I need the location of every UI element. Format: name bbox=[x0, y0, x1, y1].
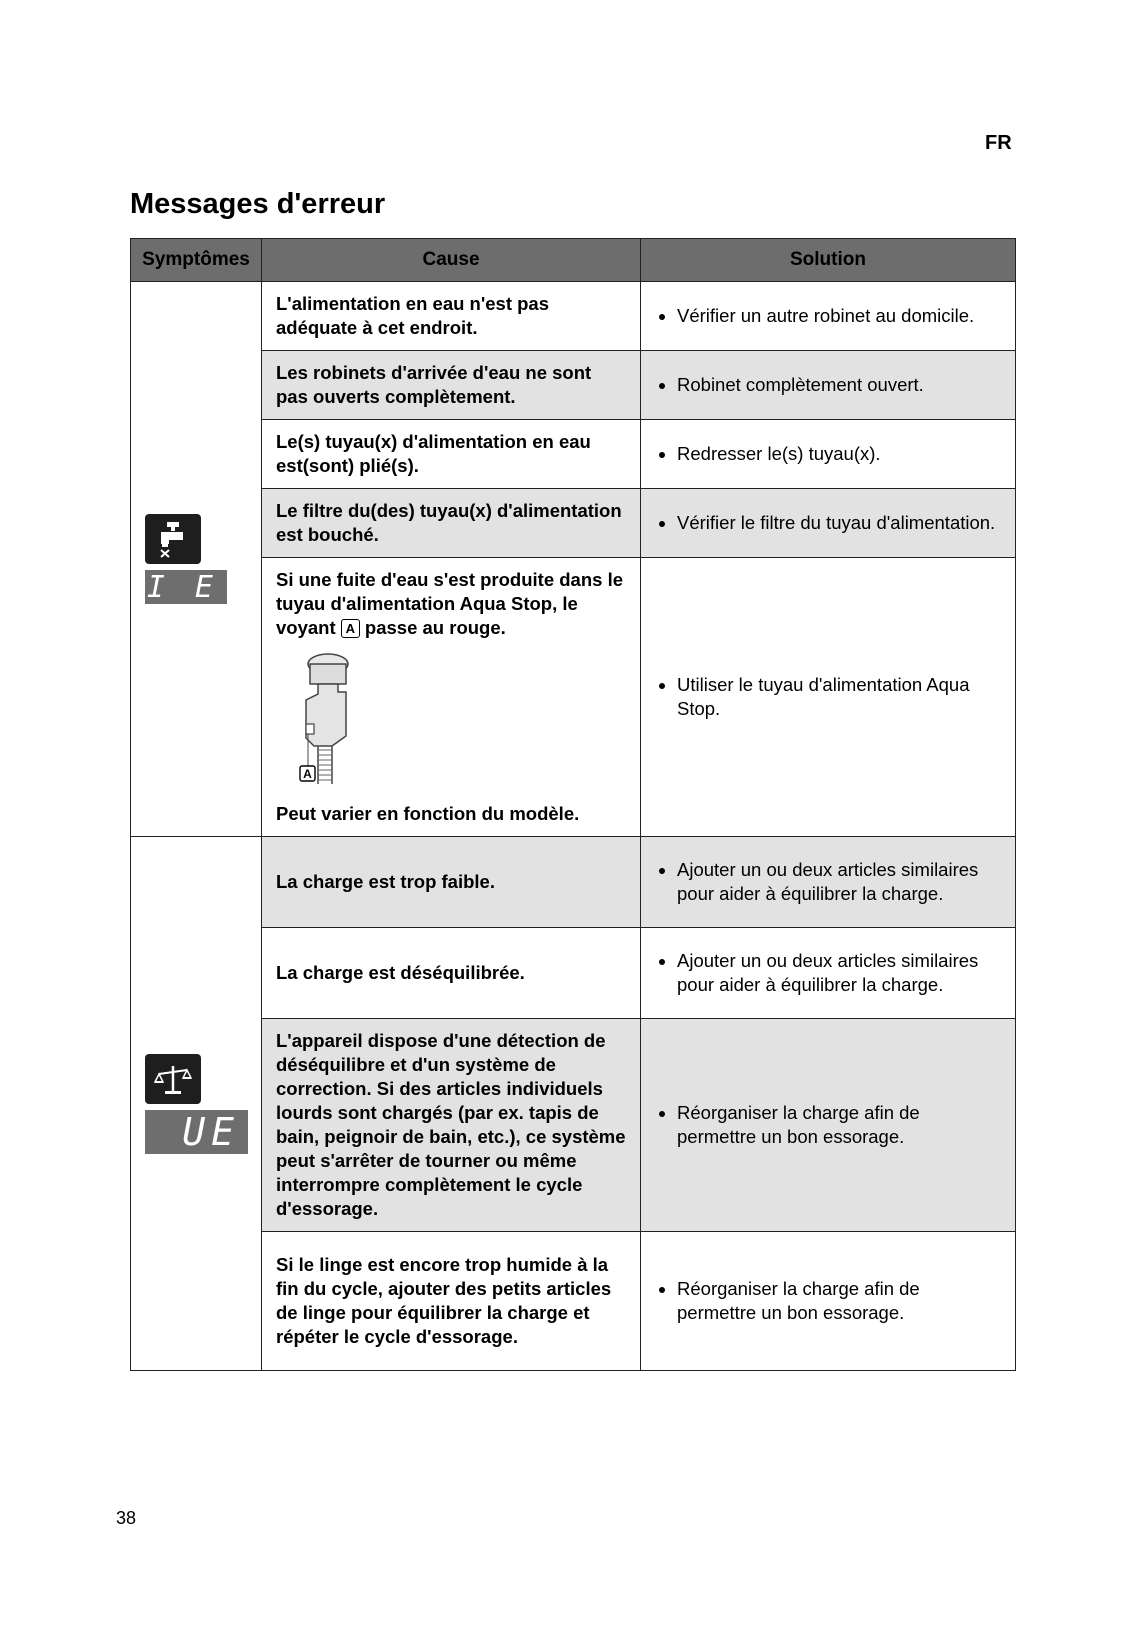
cause-cell: L'appareil dispose d'une détection de déséquilibre et d'un système de correction. Si des articles individuels lourds sont chargés (par ex. tapis de bain, peignoir de bain, etc.), ce système peut s'arrêter de tourner ou même interrompre complètement le cycle d'essorage. bbox=[262, 1019, 641, 1232]
model-variation-note: Peut varier en fonction du modèle. bbox=[276, 803, 580, 824]
water-tap-icon bbox=[145, 514, 201, 564]
solution-cell bbox=[641, 282, 1016, 351]
error-code-display: UE bbox=[145, 1110, 248, 1154]
solution-item: • Redresser le(s) tuyau(x). bbox=[677, 442, 1001, 466]
solution-cell bbox=[641, 558, 1016, 837]
marker-a: A bbox=[341, 619, 360, 638]
solution-cell bbox=[641, 351, 1016, 420]
table-header-row bbox=[131, 239, 1016, 282]
table-row bbox=[131, 351, 1016, 420]
solution-item: • Utiliser le tuyau d'alimentation Aqua Stop. bbox=[677, 673, 1001, 721]
aqua-cause-text-end: passe au rouge. bbox=[364, 617, 506, 638]
header-symptoms: Symptômes bbox=[131, 239, 262, 282]
solution-item: • Vérifier un autre robinet au domicile. bbox=[677, 304, 1001, 328]
cause-cell: L'alimentation en eau n'est pas adéquate à cet endroit. bbox=[262, 282, 641, 351]
header-cause: Cause bbox=[262, 239, 641, 282]
aqua-cause-text: Si une fuite d'eau s'est produite dans le tuyau d'alimentation Aqua Stop, le voyant bbox=[276, 569, 624, 638]
aqua-stop-hose-illustration bbox=[288, 650, 626, 796]
cause-cell: Le(s) tuyau(x) d'alimentation en eau est(sont) plié(s). bbox=[262, 420, 641, 489]
header-solution: Solution bbox=[641, 239, 1016, 282]
language-code: FR bbox=[985, 132, 1012, 154]
cause-cell: La charge est trop faible. bbox=[262, 837, 641, 928]
cause-cell: Le filtre du(des) tuyau(x) d'alimentation est bouché. bbox=[262, 489, 641, 558]
table-row bbox=[131, 1019, 1016, 1232]
cause-cell: Si le linge est encore trop humide à la fin du cycle, ajouter des petits articles de linge pour équilibrer la charge et répéter le cycle d'essorage. bbox=[262, 1232, 641, 1371]
table-row bbox=[131, 558, 1016, 837]
table-row bbox=[131, 420, 1016, 489]
solution-cell bbox=[641, 837, 1016, 928]
table-row bbox=[131, 1232, 1016, 1371]
error-messages-table bbox=[130, 238, 1016, 1371]
solution-cell bbox=[641, 489, 1016, 558]
error-code-display: I E bbox=[145, 570, 227, 604]
solution-cell bbox=[641, 1232, 1016, 1371]
solution-item: • Vérifier le filtre du tuyau d'alimentation. bbox=[677, 511, 1001, 535]
table-row bbox=[131, 837, 1016, 928]
symptom-cell-water bbox=[131, 282, 262, 837]
figure-label-a: A bbox=[303, 767, 312, 781]
solution-item: • Ajouter un ou deux articles similaires pour aider à équilibrer la charge. bbox=[677, 949, 1001, 997]
solution-cell bbox=[641, 420, 1016, 489]
solution-cell bbox=[641, 928, 1016, 1019]
cause-cell: Les robinets d'arrivée d'eau ne sont pas ouverts complètement. bbox=[262, 351, 641, 420]
solution-cell bbox=[641, 1019, 1016, 1232]
page-title: Messages d'erreur bbox=[130, 188, 386, 220]
table-row bbox=[131, 928, 1016, 1019]
table-row bbox=[131, 489, 1016, 558]
page-number: 38 bbox=[116, 1508, 137, 1528]
table-row bbox=[131, 282, 1016, 351]
cause-cell-aqua-stop bbox=[262, 558, 641, 837]
balance-scale-icon bbox=[145, 1054, 201, 1104]
symptom-cell-unbalance bbox=[131, 837, 262, 1371]
solution-item: • Ajouter un ou deux articles similaires pour aider à équilibrer la charge. bbox=[677, 858, 1001, 906]
cause-cell: La charge est déséquilibrée. bbox=[262, 928, 641, 1019]
solution-item: • Robinet complètement ouvert. bbox=[677, 373, 1001, 397]
solution-item: • Réorganiser la charge afin de permettre un bon essorage. bbox=[677, 1101, 1001, 1149]
solution-item: • Réorganiser la charge afin de permettre un bon essorage. bbox=[677, 1277, 1001, 1325]
